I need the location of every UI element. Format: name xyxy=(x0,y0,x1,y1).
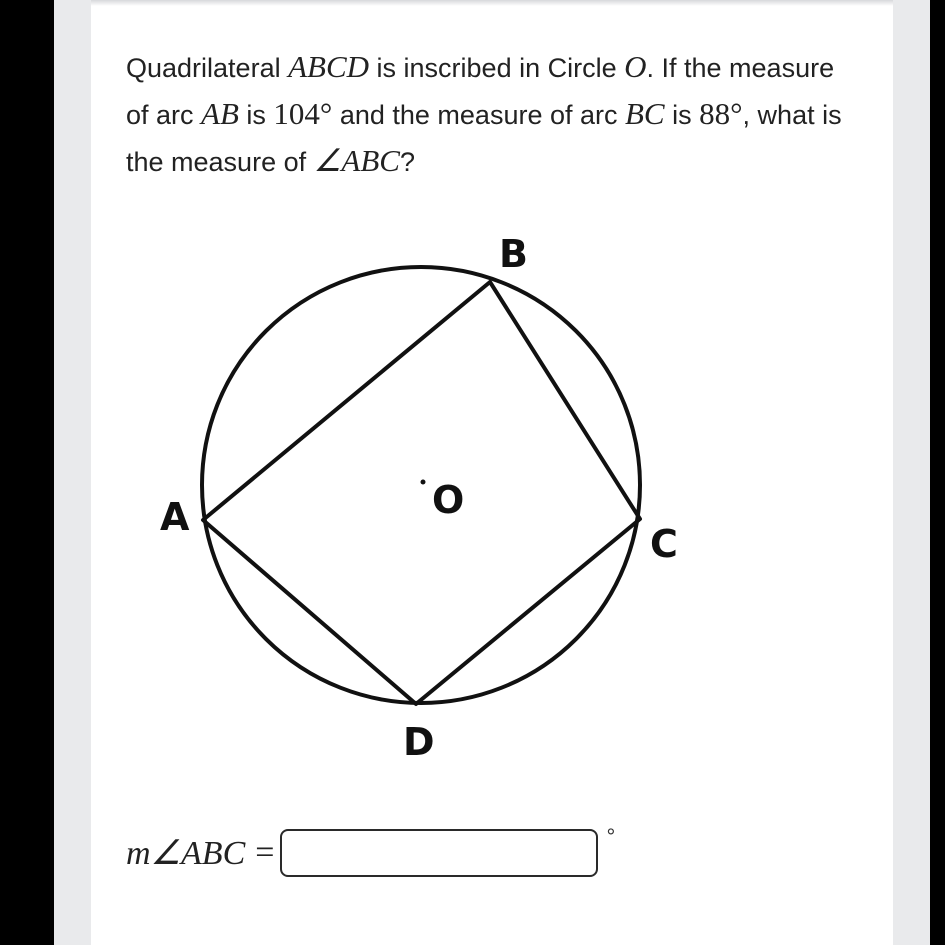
target-angle: ∠ABC xyxy=(313,143,400,178)
arc-bc-measure: 88° xyxy=(699,96,743,131)
answer-row xyxy=(126,826,615,880)
question-fragment: and the measure of arc xyxy=(332,100,625,130)
vertex-label-a: A xyxy=(160,495,190,539)
question-fragment: ? xyxy=(399,147,415,177)
question-text xyxy=(126,44,846,185)
quadrilateral-name: ABCD xyxy=(288,49,370,84)
vertex-label-c: C xyxy=(650,522,678,566)
center-point xyxy=(421,480,426,485)
equals-sign: = xyxy=(255,834,275,871)
question-fragment: . If the measure of arc xyxy=(126,53,835,130)
degree-unit: ° xyxy=(606,824,616,849)
circle-o xyxy=(202,267,640,703)
circle-name: O xyxy=(624,49,647,84)
answer-label: m∠ABC xyxy=(126,835,246,872)
vertex-label-d: D xyxy=(403,720,435,764)
vertex-label-b: B xyxy=(499,232,528,276)
answer-input[interactable] xyxy=(280,829,598,877)
arc-ab-measure: 104° xyxy=(273,96,333,131)
center-label-o: O xyxy=(432,478,465,522)
question-fragment: , what is the measure of xyxy=(126,100,842,177)
question-fragment: is xyxy=(238,100,274,130)
question-fragment: is xyxy=(664,100,700,130)
question-fragment: is inscribed in Circle xyxy=(369,53,625,83)
card-top-edge xyxy=(91,0,893,6)
question-fragment: Quadrilateral xyxy=(126,53,289,83)
inscribed-quadrilateral-diagram xyxy=(150,220,710,780)
arc-ab-name: AB xyxy=(201,96,239,131)
arc-bc-name: BC xyxy=(625,96,665,131)
